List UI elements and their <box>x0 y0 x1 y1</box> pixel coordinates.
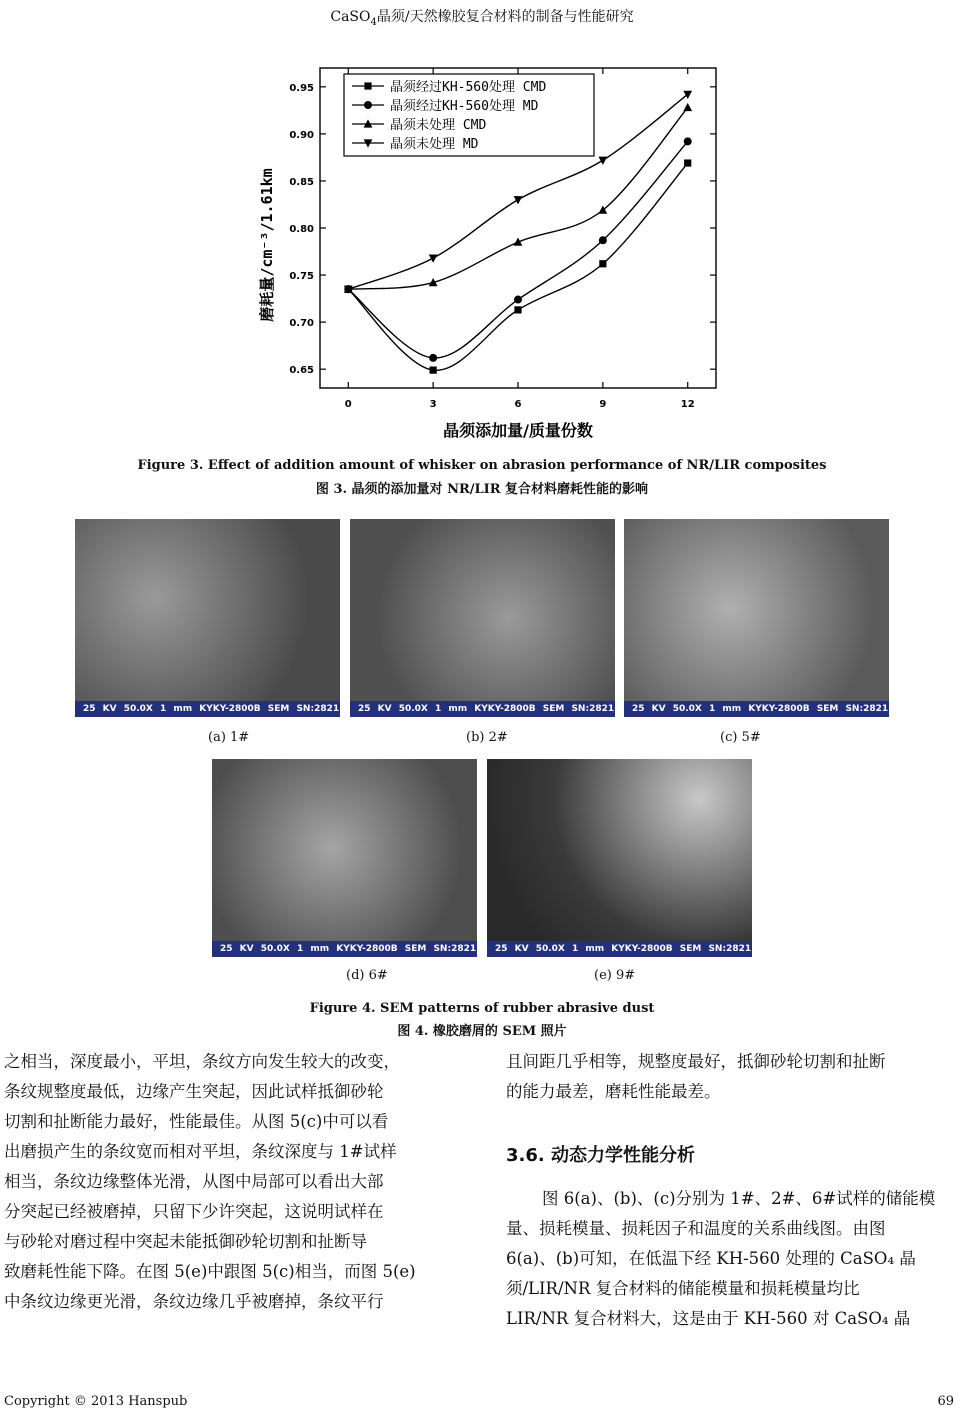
sem-label-d: (d) 6# <box>346 968 388 983</box>
data-point <box>514 306 521 313</box>
text-line: 分突起已经被磨掉，只留下少许突起，这说明试样在 <box>4 1202 384 1221</box>
abrasion-chart <box>238 60 738 450</box>
y-tick-label: 0.75 <box>289 271 314 283</box>
text-line: 条纹规整度最低，边缘产生突起，因此试样抵御砂轮 <box>4 1082 384 1101</box>
sem-scalebar: 25 KV 50.0X 1 mm KYKY-2800B SEM SN:2821 <box>350 701 615 717</box>
x-tick-label: 9 <box>599 399 607 410</box>
x-tick-label: 0 <box>344 399 352 410</box>
data-point <box>429 255 438 263</box>
x-tick-label: 12 <box>680 399 695 410</box>
right-column-top-text <box>506 1047 964 1107</box>
sem-scalebar: 25 KV 50.0X 1 mm KYKY-2800B SEM SN:2821 <box>212 941 477 957</box>
sem-label-e: (e) 9# <box>594 968 636 983</box>
sem-label-b: (b) 2# <box>466 730 508 745</box>
sem-scalebar: 25 KV 50.0X 1 mm KYKY-2800B SEM SN:2821 <box>75 701 340 717</box>
data-point <box>429 354 437 362</box>
data-point <box>430 367 437 374</box>
legend-marker <box>364 82 371 89</box>
y-tick-label: 0.70 <box>289 318 314 330</box>
text-line: 相当，条纹边缘整体光滑，从图中局部可以看出大部 <box>4 1172 384 1191</box>
y-tick-label: 0.90 <box>289 129 314 141</box>
sem-image-b <box>350 519 615 717</box>
legend-label: 晶须未处理 MD <box>390 137 479 152</box>
section-heading: 3.6. 动态力学性能分析 <box>506 1145 695 1166</box>
text-line: LIR/NR 复合材料大，这是由于 KH-560 对 CaSO₄ 晶 <box>506 1309 911 1328</box>
figure3-caption-en: Figure 3. Effect of addition amount of whisker on abrasion performance of NR/LIR composites <box>137 458 827 473</box>
text-line: 切割和扯断能力最好，性能最佳。从图 5(c)中可以看 <box>4 1112 389 1131</box>
text-line: 之相当，深度最小，平坦，条纹方向发生较大的改变， <box>4 1052 400 1071</box>
right-column-paragraph <box>506 1184 964 1334</box>
text-line: 图 6(a)、(b)、(c)分别为 1#、2#、6#试样的储能模 <box>542 1189 936 1208</box>
legend-label: 晶须未处理 CMD <box>390 118 487 133</box>
data-point <box>599 260 606 267</box>
legend-marker <box>364 101 372 109</box>
text-line: 量、损耗模量、损耗因子和温度的关系曲线图。由图 <box>506 1219 886 1238</box>
header-rest: 晶须/天然橡胶复合材料的制备与性能研究 <box>376 9 634 25</box>
figure4-caption-en: Figure 4. SEM patterns of rubber abrasive dust <box>309 1001 655 1016</box>
header-prefix: CaSO <box>330 9 371 25</box>
data-point <box>684 159 691 166</box>
text-line: 且间距几乎相等，规整度最好，抵御砂轮切割和扯断 <box>506 1052 886 1071</box>
data-point <box>683 91 692 99</box>
y-tick-label: 0.95 <box>289 82 314 94</box>
sem-image-e <box>487 759 752 957</box>
text-line: 出磨损产生的条纹宽而相对平坦，条纹深度与 1#试样 <box>4 1142 397 1161</box>
text-line: 与砂轮对磨过程中突起未能抵御砂轮切割和扯断导 <box>4 1232 367 1251</box>
data-point <box>683 103 692 111</box>
data-point <box>514 196 523 204</box>
legend-label: 晶须经过KH-560处理 MD <box>390 99 539 114</box>
text-line: 6(a)、(b)可知，在低温下经 KH-560 处理的 CaSO₄ 晶 <box>506 1249 916 1268</box>
x-tick-label: 6 <box>514 399 522 410</box>
data-point <box>598 157 607 165</box>
chart-legend <box>344 74 594 156</box>
sem-label-a: (a) 1# <box>208 730 250 745</box>
data-point <box>599 236 607 244</box>
running-header <box>0 6 964 28</box>
series-1 <box>345 159 692 373</box>
text-line: 须/LIR/NR 复合材料的储能模量和损耗模量均比 <box>506 1279 860 1298</box>
x-tick-label: 3 <box>429 399 437 410</box>
sem-scalebar: 25 KV 50.0X 1 mm KYKY-2800B SEM SN:2821 <box>624 701 889 717</box>
y-axis-label: 磨耗量/cm⁻³/1.61km <box>258 168 276 322</box>
y-tick-label: 0.65 <box>289 365 314 377</box>
x-axis-label: 晶须添加量/质量份数 <box>443 421 593 440</box>
text-line: 中条纹边缘更光滑，条纹边缘几乎被磨掉，条纹平行 <box>4 1292 384 1311</box>
data-point <box>514 296 522 304</box>
y-tick-label: 0.85 <box>289 176 314 188</box>
sem-image-d <box>212 759 477 957</box>
left-column-text <box>4 1047 460 1317</box>
y-tick-label: 0.80 <box>289 224 314 235</box>
page-number: 69 <box>937 1394 954 1409</box>
figure3-caption-zh: 图 3. 晶须的添加量对 NR/LIR 复合材料磨耗性能的影响 <box>315 482 649 497</box>
sem-image-a <box>75 519 340 717</box>
legend-label: 晶须经过KH-560处理 CMD <box>390 80 547 95</box>
footer-copyright: Copyright © 2013 Hanspub <box>4 1394 188 1409</box>
sem-image-c <box>624 519 889 717</box>
data-point <box>684 137 692 145</box>
figure4-caption-zh: 图 4. 橡胶磨屑的 SEM 照片 <box>397 1024 567 1039</box>
sem-scalebar: 25 KV 50.0X 1 mm KYKY-2800B SEM SN:2821 <box>487 941 752 957</box>
text-line: 的能力最差，磨耗性能最差。 <box>506 1082 721 1101</box>
text-line: 致磨耗性能下降。在图 5(e)中跟图 5(c)相当，而图 5(e) <box>4 1262 416 1281</box>
sem-label-c: (c) 5# <box>720 730 761 745</box>
header-sub: 4 <box>370 16 377 28</box>
